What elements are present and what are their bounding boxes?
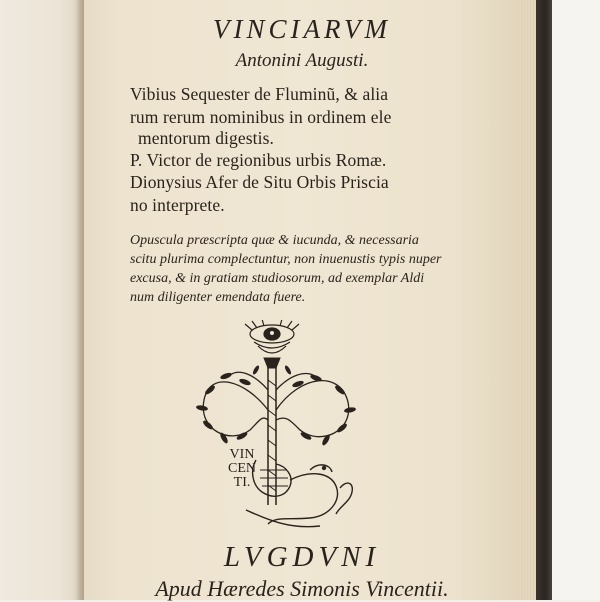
contents-line: Dionysius Afer de Situ Orbis Priscia xyxy=(130,172,389,192)
note-line: excusa, & in gratiam studiosorum, ad exemplar Aldi xyxy=(130,271,425,286)
book-author: Antonini Augusti. xyxy=(235,50,369,71)
book-title: VINCIARVM xyxy=(213,14,391,44)
contents-line: rum rerum nominibus in ordinem ele xyxy=(130,107,392,127)
contents-line: mentorum digestis. xyxy=(138,128,274,148)
contents-line: no interprete. xyxy=(130,195,225,215)
printer-mark-label xyxy=(222,448,262,490)
printer-mark-label-line: TI. xyxy=(233,475,251,490)
note-line: scitu plurima complectuntur, non inuenustis typis nuper xyxy=(130,252,442,267)
page-edges xyxy=(518,0,538,600)
book-cover-edge xyxy=(536,0,552,600)
printer-mark-woodcut xyxy=(190,320,480,535)
left-page xyxy=(0,0,84,600)
right-background xyxy=(552,0,600,600)
imprint-city: LVGDVNI xyxy=(223,541,381,573)
contents-line: P. Victor de regionibus urbis Romæ. xyxy=(130,150,387,170)
printer-mark-label-line: VIN xyxy=(229,447,255,462)
contents-line: Vibius Sequester de Fluminũ, & alia xyxy=(130,84,389,104)
printer-mark-label-line: CEN xyxy=(228,461,256,476)
note-line: num diligenter emendata fuere. xyxy=(130,290,306,305)
note-line: Opuscula præscripta quæ & iucunda, & necessaria xyxy=(130,233,419,248)
imprint-publisher: Apud Hæredes Simonis Vincentii. xyxy=(155,576,449,601)
torch-staff xyxy=(264,358,280,505)
eye-emblem xyxy=(245,320,299,353)
